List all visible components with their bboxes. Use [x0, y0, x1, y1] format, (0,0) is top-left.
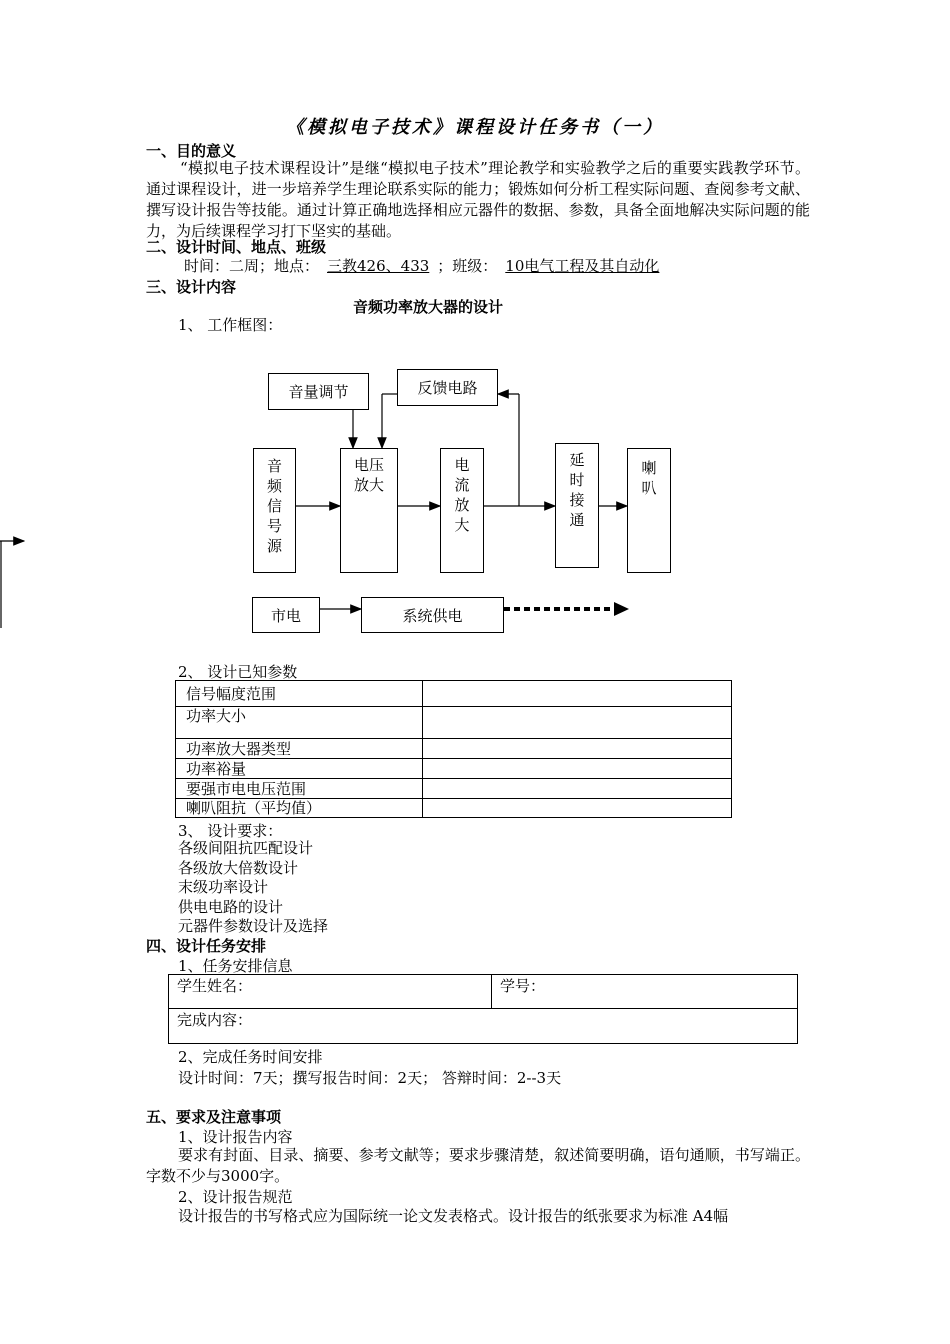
class-value: 10电气工程及其自动化 [505, 257, 660, 275]
source-char: 频 [266, 477, 282, 495]
delay-char: 延 [569, 451, 585, 469]
param-label: 功率放大器类型 [176, 739, 423, 759]
table-row [169, 1009, 798, 1044]
param-label: 喇叭阻抗（平均值） [176, 799, 423, 818]
volume-control-block: 音量调节 [268, 373, 369, 410]
section4-heading: 四、设计任务安排 [146, 937, 267, 955]
table-row [176, 799, 732, 818]
item-schedule: 2、完成任务时间安排 [178, 1048, 323, 1066]
class-prefix: ；班级： [437, 257, 498, 275]
item-report-format: 2、设计报告规范 [178, 1188, 293, 1206]
delay-char: 接 [569, 491, 585, 509]
student-name-cell[interactable] [169, 975, 492, 1009]
table-row [176, 759, 732, 779]
param-label: 要强市电电压范围 [176, 779, 423, 799]
list-item: 各级放大倍数设计 [178, 858, 299, 877]
location-value: 三教426、433 [327, 257, 430, 275]
current-amp-char: 流 [454, 476, 470, 494]
table-row [176, 739, 732, 759]
report-format-text: 设计报告的书写格式应为国际统一论文发表格式。设计报告的纸张要求为标准 A4幅 [178, 1207, 729, 1225]
design-subtitle: 音频功率放大器的设计 [352, 298, 503, 316]
section1-paragraph: “模拟电子技术课程设计”是继“模拟电子技术”理论教学和实验教学之后的重要实践教学环节。通过课程设计，进一步培养学生理论联系实际的能力；锻炼如何分析工程实际问题、查阅参考文献、撰写设计报告等技能。通过计算正确地选择相应元器件的数据、参数，具备全面地解决实际问题的能力，为后续课程学习打下坚实的基础。 [146, 159, 810, 240]
current-amp-char: 大 [454, 516, 470, 534]
student-id-label: 学号： [500, 977, 546, 995]
voltage-amp-line: 电压 [353, 456, 384, 474]
voltage-amplifier-block [340, 448, 398, 573]
source-char: 号 [266, 517, 282, 535]
content-cell[interactable] [169, 1009, 798, 1044]
requirements-list [178, 839, 328, 937]
table-row [169, 975, 798, 1009]
student-id-cell[interactable] [492, 975, 798, 1009]
table-row [176, 779, 732, 799]
delay-char: 通 [569, 511, 585, 529]
voltage-amp-line: 放大 [353, 476, 384, 494]
param-label: 信号幅度范围 [176, 681, 423, 707]
speaker-char: 叭 [641, 479, 657, 497]
section3-heading: 三、设计内容 [146, 278, 237, 296]
list-item: 各级间阻抗匹配设计 [178, 839, 314, 857]
params-table [175, 680, 732, 818]
list-item: 元器件参数设计及选择 [178, 917, 329, 935]
item-requirements: 3、 设计要求： [178, 822, 283, 840]
current-amp-char: 放 [454, 496, 470, 514]
delay-on-block [555, 443, 599, 568]
section2-heading: 二、设计时间、地点、班级 [146, 238, 327, 256]
param-value-cell[interactable] [423, 799, 732, 818]
table-row [176, 707, 732, 739]
audio-source-block [253, 448, 296, 573]
param-value-cell[interactable] [423, 739, 732, 759]
mains-block: 市电 [252, 597, 320, 633]
delay-char: 时 [569, 471, 585, 489]
param-value-cell[interactable] [423, 681, 732, 707]
content-label: 完成内容： [177, 1011, 253, 1029]
source-char: 音 [266, 457, 282, 475]
task-table [168, 974, 798, 1044]
list-item: 末级功率设计 [178, 878, 269, 896]
current-amp-char: 电 [454, 456, 470, 474]
current-amplifier-block [440, 448, 484, 573]
student-name-label: 学生姓名： [177, 977, 253, 995]
param-value-cell[interactable] [423, 779, 732, 799]
source-char: 信 [266, 497, 282, 515]
item-report-content: 1、设计报告内容 [178, 1128, 293, 1146]
item-task-info: 1、任务安排信息 [178, 957, 293, 975]
param-value-cell[interactable] [423, 759, 732, 779]
speaker-block [627, 448, 671, 573]
time-prefix: 时间：二周；地点： [184, 257, 320, 275]
speaker-char: 喇 [641, 459, 657, 477]
feedback-circuit-block: 反馈电路 [397, 369, 498, 406]
list-item: 供电电路的设计 [178, 897, 284, 916]
report-content-text: 要求有封面、目录、摘要、参考文献等；要求步骤清楚，叙述简要明确，语句通顺，书写端正。字数不少与3000字。 [146, 1146, 810, 1185]
param-value-cell[interactable] [423, 707, 732, 739]
source-char: 源 [266, 537, 282, 555]
param-label: 功率裕量 [176, 759, 423, 779]
table-row [176, 681, 732, 707]
document-title: 《模拟电子技术》课程设计任务书（一） [286, 117, 664, 138]
item-known-params: 2、 设计已知参数 [178, 663, 298, 681]
param-label: 功率大小 [176, 707, 423, 739]
section5-heading: 五、要求及注意事项 [146, 1108, 282, 1126]
schedule-text: 设计时间：7天；撰写报告时间：2天； 答辩时间：2--3天 [178, 1069, 562, 1087]
item-block-diagram: 1、 工作框图： [178, 316, 283, 334]
power-supply-block: 系统供电 [361, 597, 504, 633]
section1-heading: 一、目的意义 [146, 142, 237, 160]
